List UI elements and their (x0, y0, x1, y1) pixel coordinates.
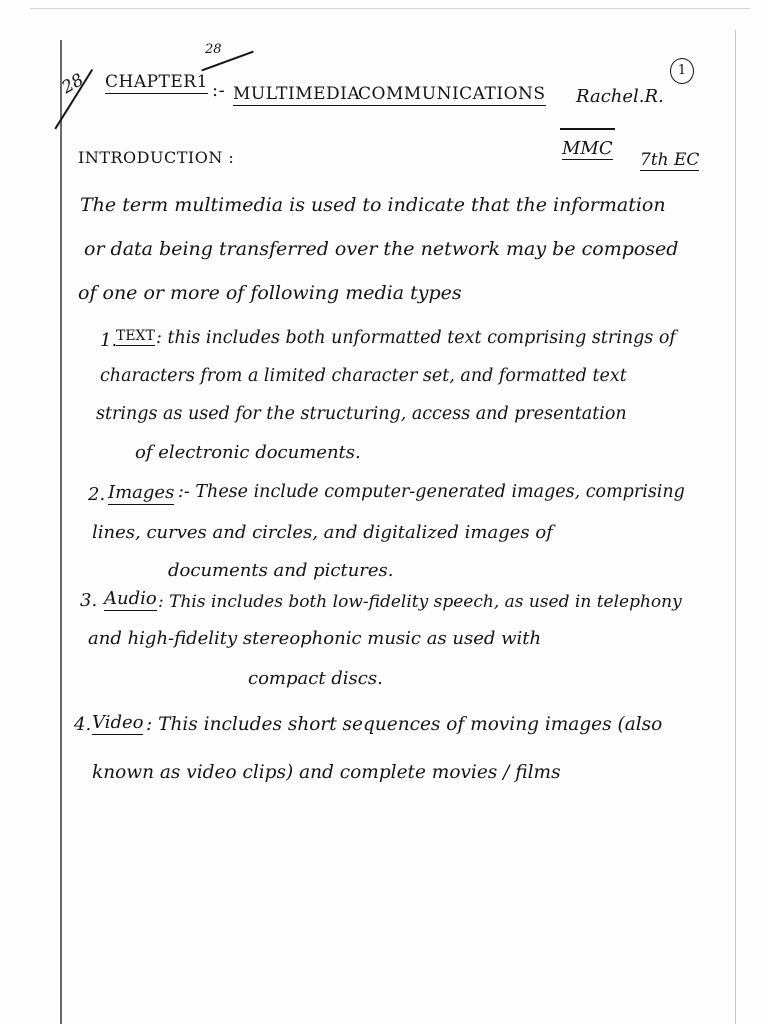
item-line: : This includes both low-fidelity speech, as used in telephony (158, 592, 682, 612)
intro-line: The term multimedia is used to indicate that the information (80, 194, 666, 216)
item-number: 1. (100, 330, 118, 351)
item-line: strings as used for the structuring, access and presentation (96, 404, 627, 424)
page-top-edge (30, 8, 750, 9)
page-mark: 28 (58, 69, 88, 99)
item-line: : This includes short sequences of moving images (also (146, 714, 663, 735)
chapter-label: CHAPTER1 (105, 72, 208, 92)
intro-line: or data being transferred over the network may be composed (84, 238, 679, 260)
page-mark-top: 28 (205, 42, 222, 57)
subject-code: MMC (562, 138, 613, 159)
item-line: characters from a limited character set, and formatted text (100, 366, 627, 386)
title-word-2: COMMUNICATIONS (358, 84, 546, 104)
author-name: Rachel.R. (576, 86, 664, 107)
intro-heading: INTRODUCTION : (78, 148, 235, 167)
item-line: lines, curves and circles, and digitalized images of (92, 522, 553, 543)
chapter-separator: :- (212, 80, 226, 101)
item-line: compact discs. (248, 668, 383, 689)
page-right-edge (735, 30, 736, 1024)
intro-line: of one or more of following media types (78, 282, 462, 304)
item-line: of electronic documents. (135, 442, 361, 463)
item-term: Images (108, 482, 175, 503)
margin-line (60, 40, 62, 1024)
subject-overline (560, 128, 615, 130)
item-number: 2. (88, 484, 106, 505)
title-word-1: MULTIMEDIA (233, 84, 361, 104)
item-line: : this includes both unformatted text comprising strings of (156, 328, 676, 348)
item-number: 4. (74, 714, 92, 735)
item-term: Video (92, 712, 144, 733)
item-number: 3. (80, 590, 98, 611)
item-line: known as video clips) and complete movies / films (92, 762, 561, 783)
page-number: 1 (670, 58, 694, 84)
item-line: documents and pictures. (168, 560, 394, 581)
semester-label: 7th EC (640, 150, 700, 170)
item-term: TEXT (116, 328, 155, 344)
item-term: Audio (104, 588, 157, 609)
item-line: :- These include computer-generated images, comprising (178, 482, 685, 502)
item-line: and high-fidelity stereophonic music as used with (88, 628, 542, 649)
